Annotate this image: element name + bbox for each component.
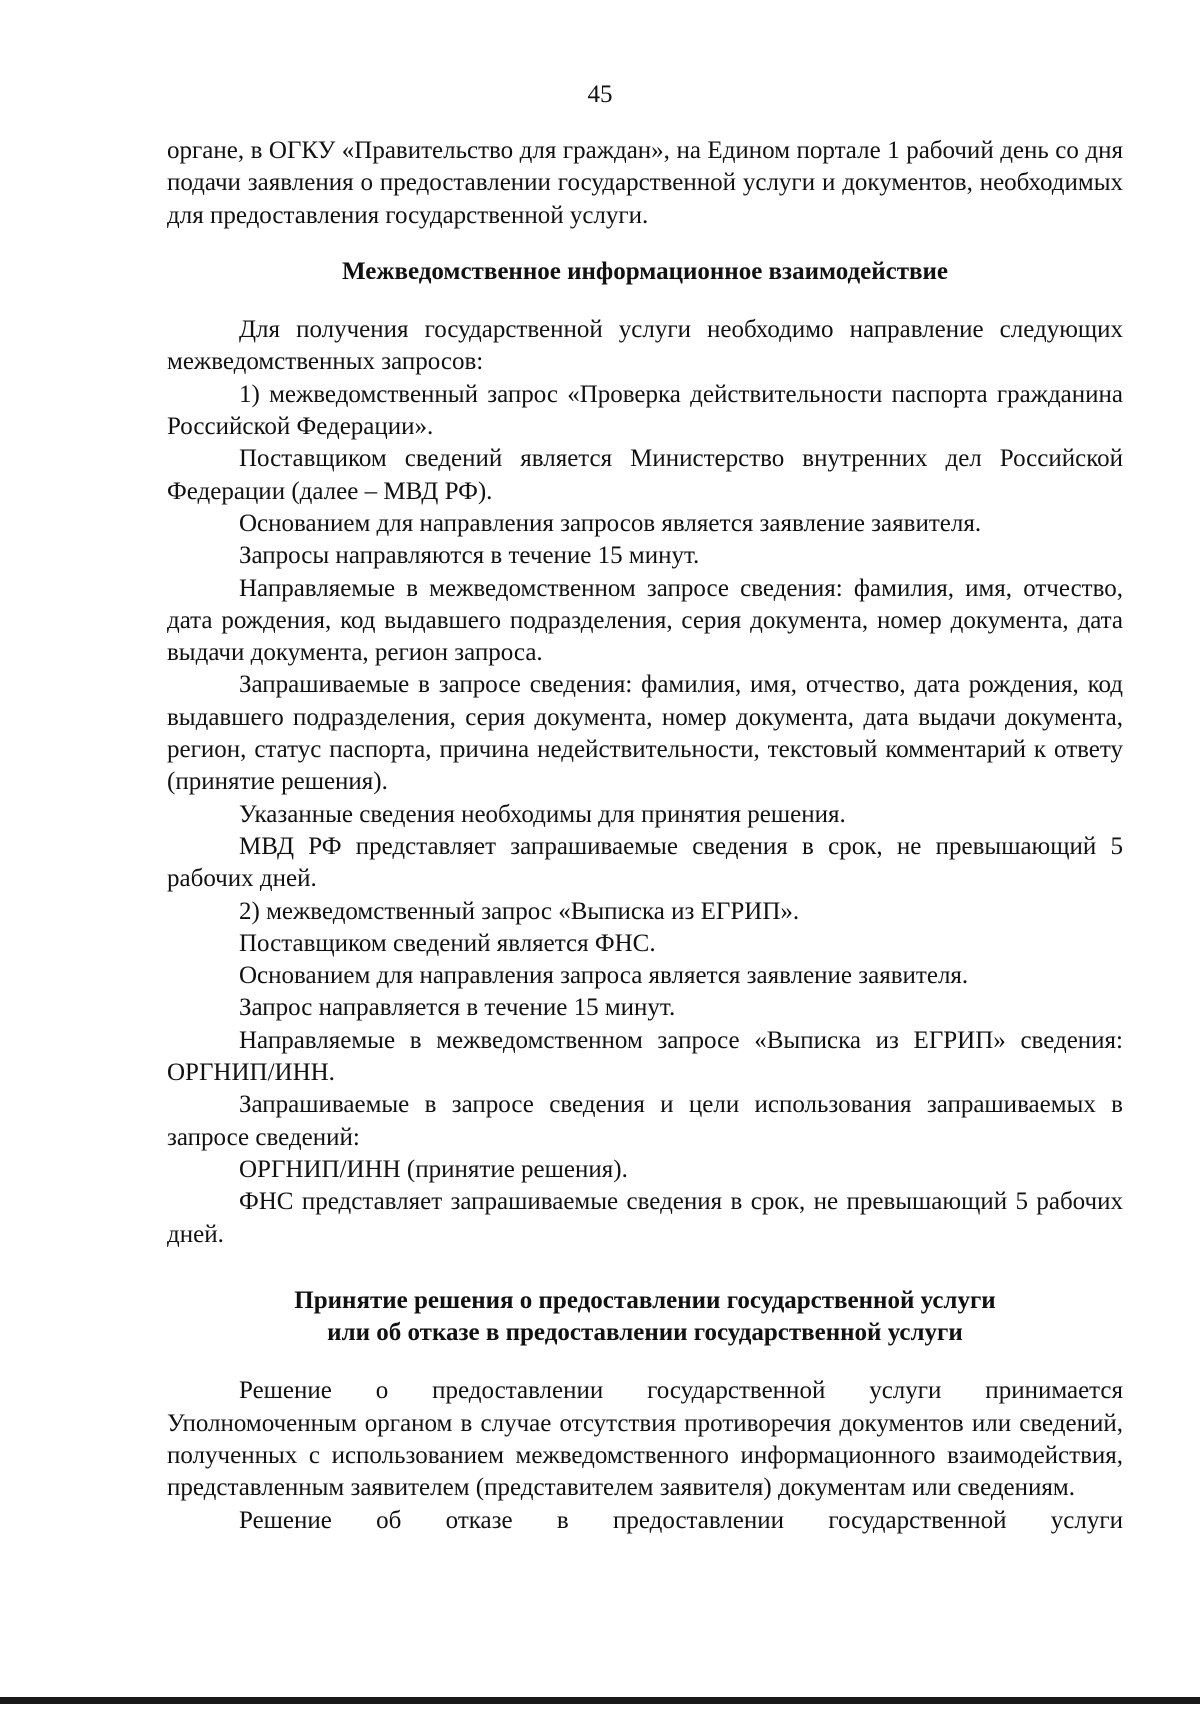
section-spacer	[167, 288, 1123, 314]
paragraph: ОРГНИП/ИНН (принятие решения).	[239, 1155, 628, 1183]
page-number: 45	[587, 81, 613, 108]
section-heading-line: Принятие решения о предоставлении государственной услуги	[294, 1286, 996, 1314]
paragraph: Направляемые в межведомственном запросе сведения: фамилия, имя, отчество, дата рождения, код выдавшего подразделения, серия документа, номер документа, дата выдачи документа, регион запроса.	[167, 574, 1123, 667]
paragraph: органе, в ОГКУ «Правительство для граждан», на Едином портале 1 рабочий день со дня подачи заявления о предоставлении государственной услуги и документов, необходимых для предоставления государственной услуги.	[167, 137, 1123, 229]
section-spacer	[167, 232, 1123, 256]
section-heading	[167, 256, 1123, 288]
section-spacer	[167, 1349, 1123, 1375]
paragraph: Направляемые в межведомственном запросе «Выписка из ЕГРИП» сведения: ОРГНИП/ИНН.	[167, 1026, 1123, 1087]
paragraph: ФНС представляет запрашиваемые сведения в срок, не превышающий 5 рабочих дней.	[167, 1188, 1123, 1248]
paragraph: Запрос направляется в течение 15 минут.	[239, 994, 676, 1022]
section-heading	[167, 1285, 1123, 1350]
paragraph: МВД РФ представляет запрашиваемые сведения в срок, не превышающий 5 рабочих дней.	[167, 832, 1123, 893]
paragraph: 1) межведомственный запрос «Проверка действительности паспорта гражданина Российской Федерации».	[167, 380, 1123, 441]
document-body	[167, 135, 1123, 1537]
paragraph: Решение о предоставлении государственной услуги принимается Уполномоченным органом в случае отсутствия противоречия документов или сведений, полученных с использованием межведомственного информационного взаимодействия, представленным заявителем (представителем заявителя) документам или сведениям.	[167, 1377, 1123, 1502]
paragraph: Для получения государственной услуги необходимо направление следующих межведомственных запросов:	[167, 316, 1123, 376]
section-heading-line: Межведомственное информационное взаимодействие	[342, 257, 948, 285]
paragraph: Запрашиваемые в запросе сведения и цели использования запрашиваемых в запросе сведений:	[167, 1091, 1123, 1151]
section-heading-line: или об отказе в предоставлении государственной услуги	[327, 1319, 963, 1347]
paragraph: 2) межведомственный запрос «Выписка из ЕГРИП».	[239, 897, 800, 925]
paragraph: Запросы направляются в течение 15 минут.	[239, 542, 700, 570]
paragraph: Поставщиком сведений является Министерство внутренних дел Российской Федерации (далее – МВД РФ).	[167, 445, 1123, 505]
paragraph: Основанием для направления запросов является заявление заявителя.	[239, 509, 982, 537]
paragraph: Запрашиваемые в запросе сведения: фамилия, имя, отчество, дата рождения, код выдавшего подразделения, серия документа, номер документа, дата выдачи документа, регион, статус паспорта, причина недействительности, текстовый комментарий к ответу (принятие решения).	[167, 671, 1123, 796]
paragraph: Указанные сведения необходимы для принятия решения.	[239, 800, 846, 828]
section-spacer	[167, 1251, 1123, 1285]
paragraph: Основанием для направления запроса является заявление заявителя.	[239, 962, 969, 990]
scan-edge-line	[0, 1697, 1200, 1704]
paragraph: Решение об отказе в предоставлении государственной услуги	[239, 1506, 1123, 1534]
paragraph: Поставщиком сведений является ФНС.	[239, 929, 656, 957]
